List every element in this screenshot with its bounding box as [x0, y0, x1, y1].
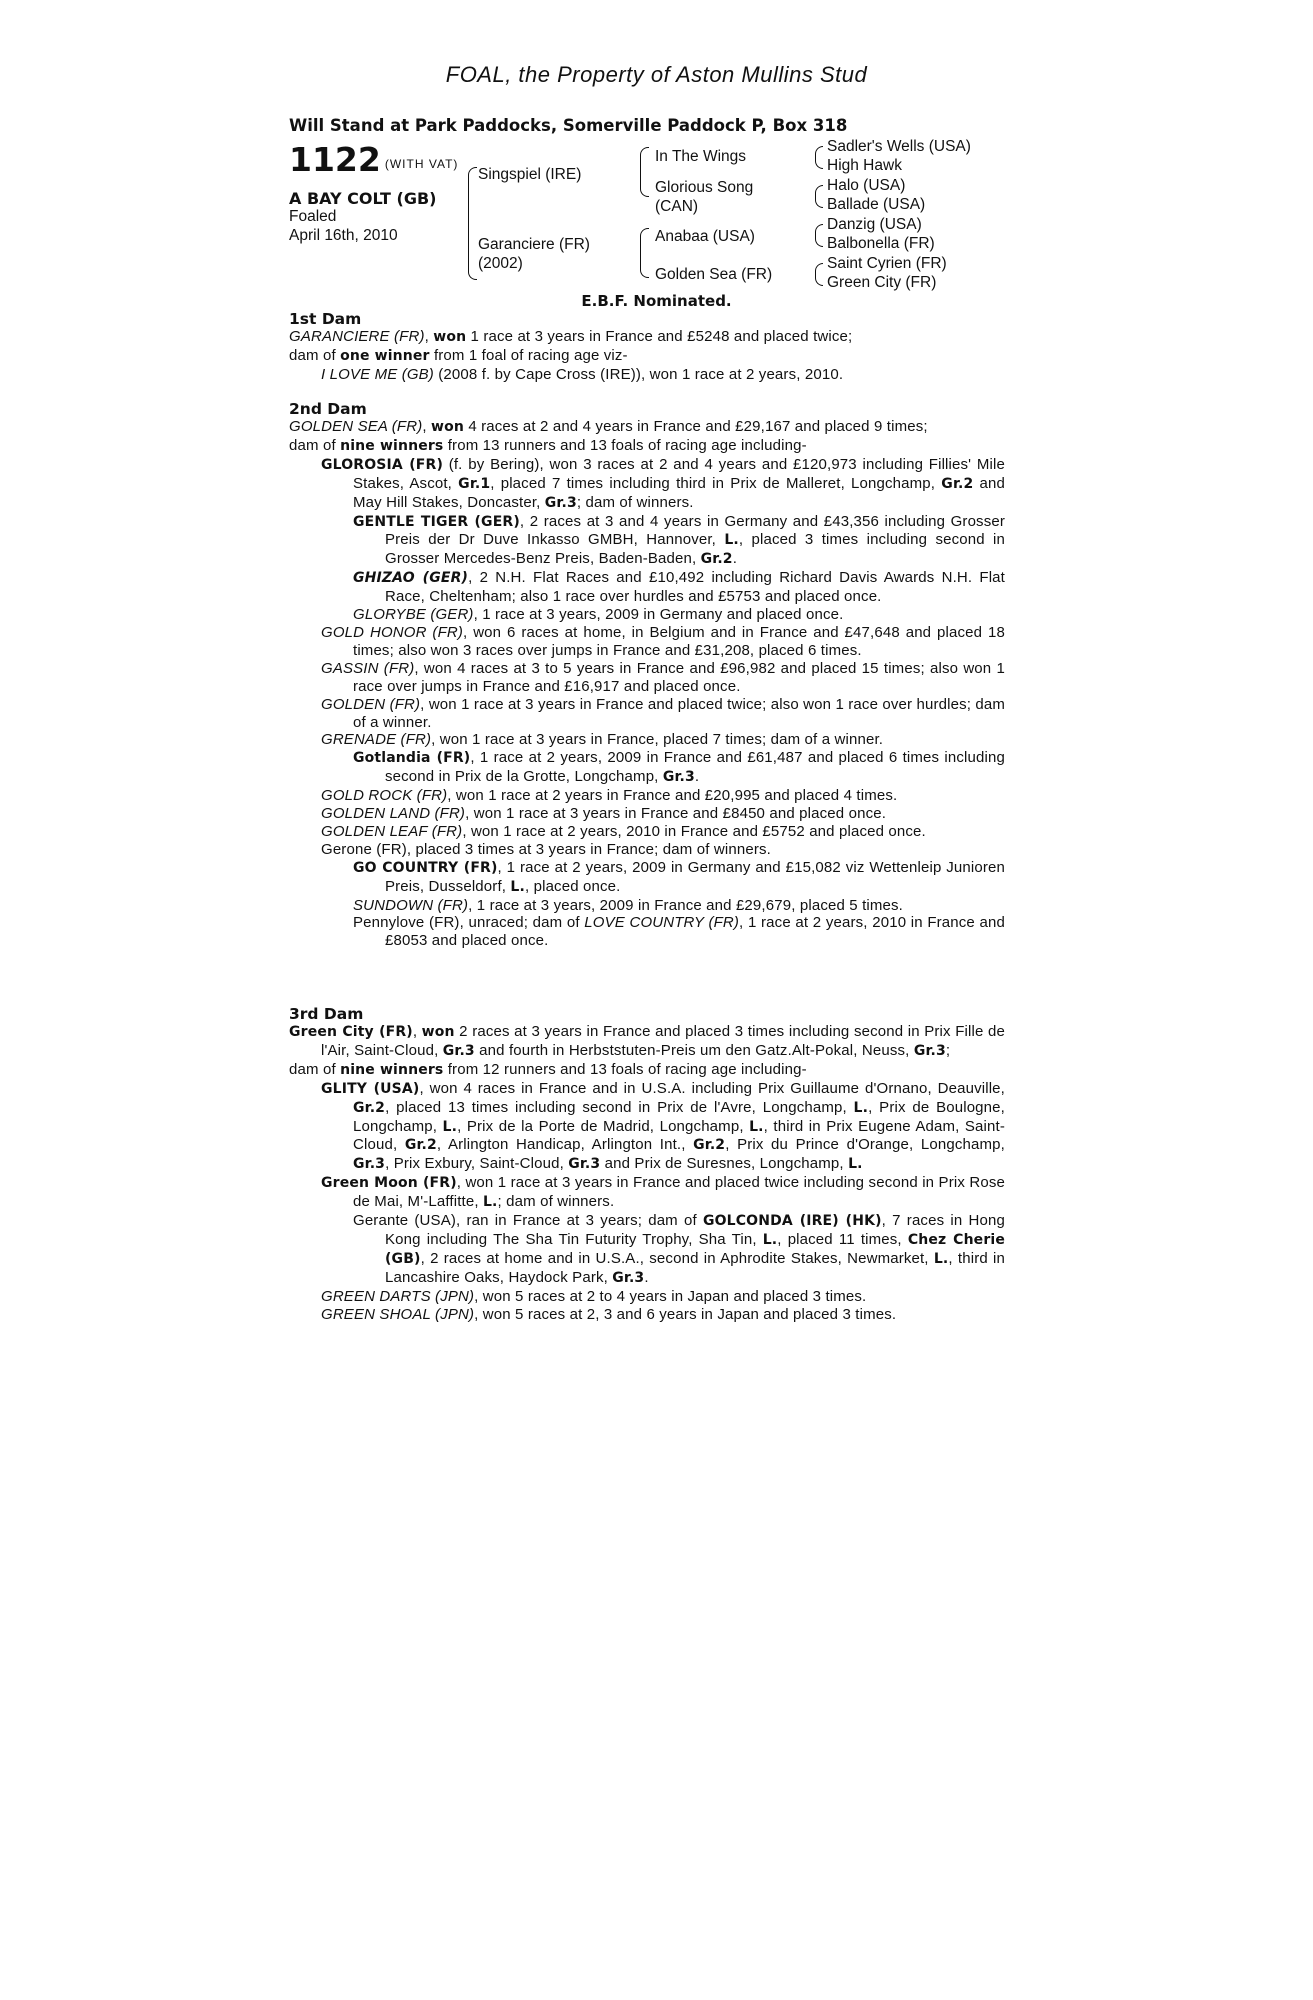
- first-dam-produce: dam of one winner from 1 foal of racing age viz-: [289, 346, 628, 364]
- list-item: Green Moon (FR), won 1 race at 3 years in France and placed twice including second in Prix Rose de Mai, M'-Laffitte, L.; dam of winners.: [321, 1174, 1005, 1211]
- pedigree-dam: [478, 235, 590, 273]
- third-dam-heading: 3rd Dam: [289, 1005, 364, 1023]
- first-dam-record: GARANCIERE (FR), won 1 race at 3 years in France and £5248 and placed twice;: [289, 328, 853, 345]
- bracket-ggs2-bottom: [815, 196, 823, 208]
- list-item: GREEN SHOAL (JPN), won 5 races at 2, 3 and 6 years in Japan and placed 3 times.: [321, 1305, 897, 1323]
- list-item: Pennylove (FR), unraced; dam of LOVE COUNTRY (FR), 1 race at 2 years, 2010 in France and £8053 and placed once.: [353, 914, 1005, 950]
- bracket-gs-bottom: [640, 181, 649, 197]
- third-dam-record: Green City (FR), won 2 races at 3 years in France and placed 3 times including second in Prix Fille de l'Air, Saint-Cloud, Gr.3 and fourth in Herbststuten-Preis um den Gatz.Alt-Pokal, Neuss, Gr.3;: [289, 1023, 1005, 1059]
- pedigree-gd1: Anabaa (USA): [655, 228, 755, 245]
- second-dam-body: [289, 418, 1005, 950]
- list-item: GLOROSIA (FR) (f. by Bering), won 3 races at 2 and 4 years and £120,973 including Fillies' Mile Stakes, Ascot, Gr.1, placed 7 times including third in Prix de Malleret, Longchamp, Gr.2 and May Hill Stakes, Doncaster, Gr.3; dam of winners.: [321, 455, 1006, 511]
- pedigree-ggs7: Saint Cyrien (FR): [827, 255, 947, 272]
- foaled-label: Foaled: [289, 208, 337, 225]
- stand-location: Will Stand at Park Paddocks, Somerville Paddock P, Box 318: [289, 116, 848, 135]
- list-item: GHIZAO (GER), 2 N.H. Flat Races and £10,492 including Richard Davis Awards N.H. Flat Race, Cheltenham; also 1 race over hurdles and £5753 and placed once.: [353, 569, 1005, 606]
- bracket-ggs3-bottom: [815, 235, 823, 247]
- list-item: GOLDEN LEAF (FR), won 1 race at 2 years, 2010 in France and £5752 and placed once.: [321, 822, 926, 840]
- third-dam-produce: dam of nine winners from 12 runners and 13 foals of racing age including-: [289, 1060, 807, 1078]
- pedigree-gs2: [655, 178, 753, 216]
- horse-name: A BAY COLT (GB): [289, 189, 437, 208]
- pedigree-gs2-name: Glorious Song: [655, 179, 754, 196]
- list-item: GASSIN (FR), won 4 races at 3 to 5 years in France and £96,982 and placed 15 times; also won 1 race over jumps in France and £16,917 and placed once.: [321, 659, 1005, 695]
- list-item: GRENADE (FR), won 1 race at 3 years in France, placed 7 times; dam of a winner.: [321, 731, 884, 749]
- list-item: Gerante (USA), ran in France at 3 years; dam of GOLCONDA (IRE) (HK), 7 races in Hong Kong including The Sha Tin Futurity Trophy, Sha Tin, L., placed 11 times, Chez Cherie (GB), 2 races at home and in U.S.A., second in Aphrodite Stakes, Newmarket, L., third in Lancashire Oaks, Haydock Park, Gr.3.: [353, 1212, 1005, 1286]
- foaled-date: April 16th, 2010: [289, 227, 398, 244]
- list-item: GLITY (USA), won 4 races in France and in U.S.A. including Prix Guillaume d'Ornano, Deauville, Gr.2, placed 13 times including second in Prix de l'Avre, Longchamp, L., Prix de Boulogne, Longchamp, L., Prix de la Porte de Madrid, Longchamp, L., third in Prix Eugene Adam, Saint-Cloud, Gr.2, Arlington Handicap, Arlington Int., Gr.2, Prix du Prince d'Orange, Longchamp, Gr.3, Prix Exbury, Saint-Cloud, Gr.3 and Prix de Suresnes, Longchamp, L.: [321, 1079, 1005, 1173]
- list-item: GOLD HONOR (FR), won 6 races at home, in Belgium and in France and £47,648 and placed 18 times; also won 3 races over jumps in France and £31,208, placed 6 times.: [321, 623, 1005, 659]
- bracket-ggs1-bottom: [815, 157, 823, 169]
- first-dam-foal: I LOVE ME (GB) (2008 f. by Cape Cross (IRE)), won 1 race at 2 years, 2010.: [321, 365, 844, 383]
- list-item: GO COUNTRY (FR), 1 race at 2 years, 2009 in Germany and £15,082 viz Wettenleip Junioren Preis, Dusseldorf, L., placed once.: [353, 858, 1006, 895]
- pedigree-ggs4: Ballade (USA): [827, 196, 926, 213]
- pedigree-gs1: In The Wings: [655, 148, 747, 165]
- pedigree-dam-name: Garanciere (FR): [478, 236, 590, 253]
- second-dam-produce: dam of nine winners from 13 runners and 13 foals of racing age including-: [289, 436, 807, 454]
- list-item: GREEN DARTS (JPN), won 5 races at 2 to 4 years in Japan and placed 3 times.: [321, 1287, 867, 1305]
- bracket-gd-top: [640, 228, 649, 253]
- pedigree-ggs2: High Hawk: [827, 157, 902, 174]
- page-title: FOAL, the Property of Aston Mullins Stud: [445, 62, 868, 87]
- pedigree-ggs5: Danzig (USA): [827, 216, 922, 233]
- pedigree-gs2-country: (CAN): [655, 198, 699, 215]
- pedigree-ggs8: Green City (FR): [827, 274, 937, 291]
- second-dam-record: GOLDEN SEA (FR), won 4 races at 2 and 4 years in France and £29,167 and placed 9 times;: [289, 418, 928, 435]
- first-dam-body: [289, 328, 1005, 384]
- pedigree-ggs1: Sadler's Wells (USA): [827, 138, 971, 155]
- lot-number: [289, 140, 459, 181]
- bracket-sire-top: [468, 167, 477, 206]
- bracket-gd-bottom: [640, 252, 649, 278]
- ebf-nominated: E.B.F. Nominated.: [581, 292, 732, 310]
- pedigree-ggs6: Balbonella (FR): [827, 235, 935, 252]
- foaled-info: [289, 207, 398, 245]
- lot-number-value: 1122: [289, 140, 381, 179]
- list-item: Gotlandia (FR), 1 race at 2 years, 2009 in France and £61,487 and placed 6 times including second in Prix de la Grotte, Longchamp, Gr.3.: [353, 749, 1005, 786]
- third-dam-body: [289, 1023, 1005, 1324]
- list-item: GOLD ROCK (FR), won 1 race at 2 years in France and £20,995 and placed 4 times.: [321, 787, 898, 805]
- bracket-gs-top: [640, 147, 649, 182]
- list-item: GOLDEN LAND (FR), won 1 race at 3 years in France and £8450 and placed once.: [321, 805, 887, 823]
- list-item: Gerone (FR), placed 3 times at 3 years in France; dam of winners.: [321, 840, 771, 858]
- list-item: SUNDOWN (FR), 1 race at 3 years, 2009 in France and £29,679, placed 5 times.: [353, 896, 903, 914]
- list-item: GOLDEN (FR), won 1 race at 3 years in France and placed twice; also won 1 race over hurdles; dam of a winner.: [321, 695, 1006, 731]
- second-dam-heading: 2nd Dam: [289, 400, 367, 418]
- vat-label: (WITH VAT): [384, 157, 459, 171]
- first-dam-heading: 1st Dam: [289, 310, 362, 328]
- pedigree-dam-year: (2002): [478, 255, 523, 272]
- list-item: GENTLE TIGER (GER), 2 races at 3 and 4 years in Germany and £43,356 including Grosser Preis der Dr Duve Inkasso GMBH, Hannover, L., placed 3 times including second in Grosser Mercedes-Benz Preis, Baden-Baden, Gr.2.: [353, 512, 1005, 568]
- pedigree-ggs3: Halo (USA): [827, 177, 906, 194]
- pedigree-gd2: Golden Sea (FR): [655, 266, 773, 283]
- bracket-ggs4-bottom: [815, 274, 823, 286]
- bracket-sire-bottom: [468, 205, 477, 280]
- list-item: GLORYBE (GER), 1 race at 3 years, 2009 in Germany and placed once.: [353, 606, 844, 624]
- pedigree-sire: Singspiel (IRE): [478, 166, 582, 183]
